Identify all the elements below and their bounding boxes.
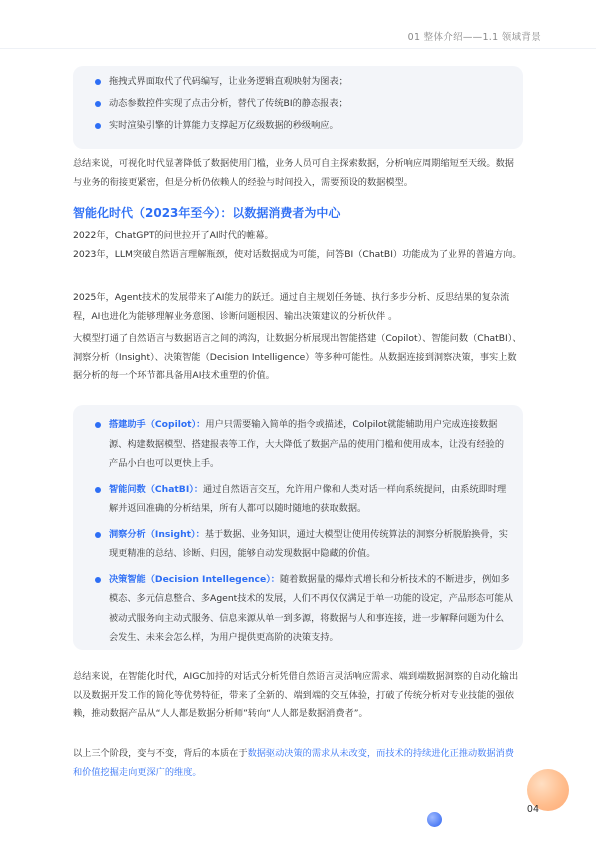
list-item-insight: 洞察分析（Insight）：基于数据、业务知识，通过大模型让使用传统算法的洞察分析脱胎换骨，实现更精准的总结、诊断、归因，能够自动发现数据中隐藏的价值。 (95, 525, 513, 564)
closing-highlight: 数据驱动决策的需求从未改变，而技术的持续进化正推动数据消费和价值挖掘走向更深广的维度。 (73, 748, 514, 778)
summary-visualization-era: 总结来说，可视化时代显著降低了数据使用门槛，业务人员可自主探索数据，分析响应周期缩短至天级。数据与业务的衔接更紧密，但是分析仍依赖人的经验与时间投入，需要预设的数据模型。 (73, 158, 514, 188)
paragraph-2022: 2022年，ChatGPT的问世拉开了AI时代的帷幕。 (73, 230, 274, 241)
bullet-dot-icon (95, 577, 101, 583)
decorative-blue-circle (427, 812, 442, 827)
closing-paragraph: 以上三个阶段，变与不变，背后的本质在于数据驱动决策的需求从未改变，而技术的持续进化正推动数据消费和价值挖掘走向更深广的维度。 (73, 748, 514, 778)
list-item: 动态参数控件实现了点击分析，替代了传统BI的静态报表； (95, 96, 511, 112)
paragraph-llm-capabilities: 大模型打通了自然语言与数据语言之间的鸿沟，让数据分析展现出智能搭建（Copilot）、智能问数（ChatBI）、洞察分析（Insight）、决策智能（Decision Intelligence）等多种可能性。从数据连接到洞察决策，事实上数据分析的每一个环节都具备用AI技术重塑的价值。 (73, 333, 522, 381)
list-item-copilot: 搭建助手（Copilot）：用户只需要输入简单的指令或描述，Colpilot就能辅助用户完成连接数据源、构建数据模型、搭建报表等工作，大大降低了数据产品的使用门槛和使用成本，让没有经验的产品小白也可以更快上手。 (95, 415, 513, 474)
ai-capabilities-box (73, 405, 523, 650)
bullet-dot-icon (95, 422, 101, 428)
list-item-decision-intelligence: 决策智能（Decision Intellegence）：随着数据量的爆炸式增长和分析技术的不断进步，例如多模态、多元信息整合、多Agent技术的发展，人们不再仅仅满足于单一功能的设定，产品形态可能从被动式服务向主动式服务、信息来源从单一到多源，将数据与人和事连接，进一步解释问题为什么会发生、未来会怎么样，为用户提供更高阶的决策支持。 (95, 570, 513, 648)
header-divider (0, 48, 596, 49)
bullet-dot-icon (95, 487, 101, 493)
bullet-dot-icon (95, 532, 101, 538)
bullet-dot-icon (95, 79, 101, 85)
bullet-dot-icon (95, 123, 101, 129)
section-title: 智能化时代（2023年至今）：以数据消费者为中心 (73, 206, 341, 220)
paragraph-2025: 2025年，Agent技术的发展带来了AI能力的跃迁。通过自主规划任务链、执行多步分析、反思结果的复杂流程，AI也进化为能够理解业务意图、诊断问题根因、输出决策建议的分析伙伴 。 (73, 292, 510, 322)
list-item: 拖拽式界面取代了代码编写，让业务逻辑直观映射为图表； (95, 74, 511, 90)
paragraph-2023: 2023年，LLM突破自然语言理解瓶颈，使对话数据成为可能，问答BI（ChatBI）功能成为了业界的普遍方向。 (73, 249, 522, 260)
list-item: 实时渲染引擎的计算能力支撑起万亿级数据的秒级响应。 (95, 118, 511, 134)
summary-intelligence-era: 总结来说，在智能化时代，AIGC加持的对话式分析凭借自然语言灵活响应需求、端到端数据洞察的自动化输出以及数据开发工作的简化等优势特征，带来了全新的、端到端的交互体验，打破了传统分析对专业技能的强依赖，推动数据产品从“人人都是数据分析师”转向“人人都是数据消费者”。 (73, 671, 519, 719)
visualization-features-box (73, 66, 523, 149)
page-number: 04 (526, 804, 539, 815)
header-section-title: 01 整体介绍——1.1 领域背景 (407, 32, 541, 43)
list-item-chatbi: 智能问数（ChatBI）：通过自然语言交互，允许用户像和人类对话一样向系统提问，由系统即时理解并返回准确的分析结果，所有人都可以随时随地的获取数据。 (95, 480, 513, 519)
bullet-dot-icon (95, 101, 101, 107)
